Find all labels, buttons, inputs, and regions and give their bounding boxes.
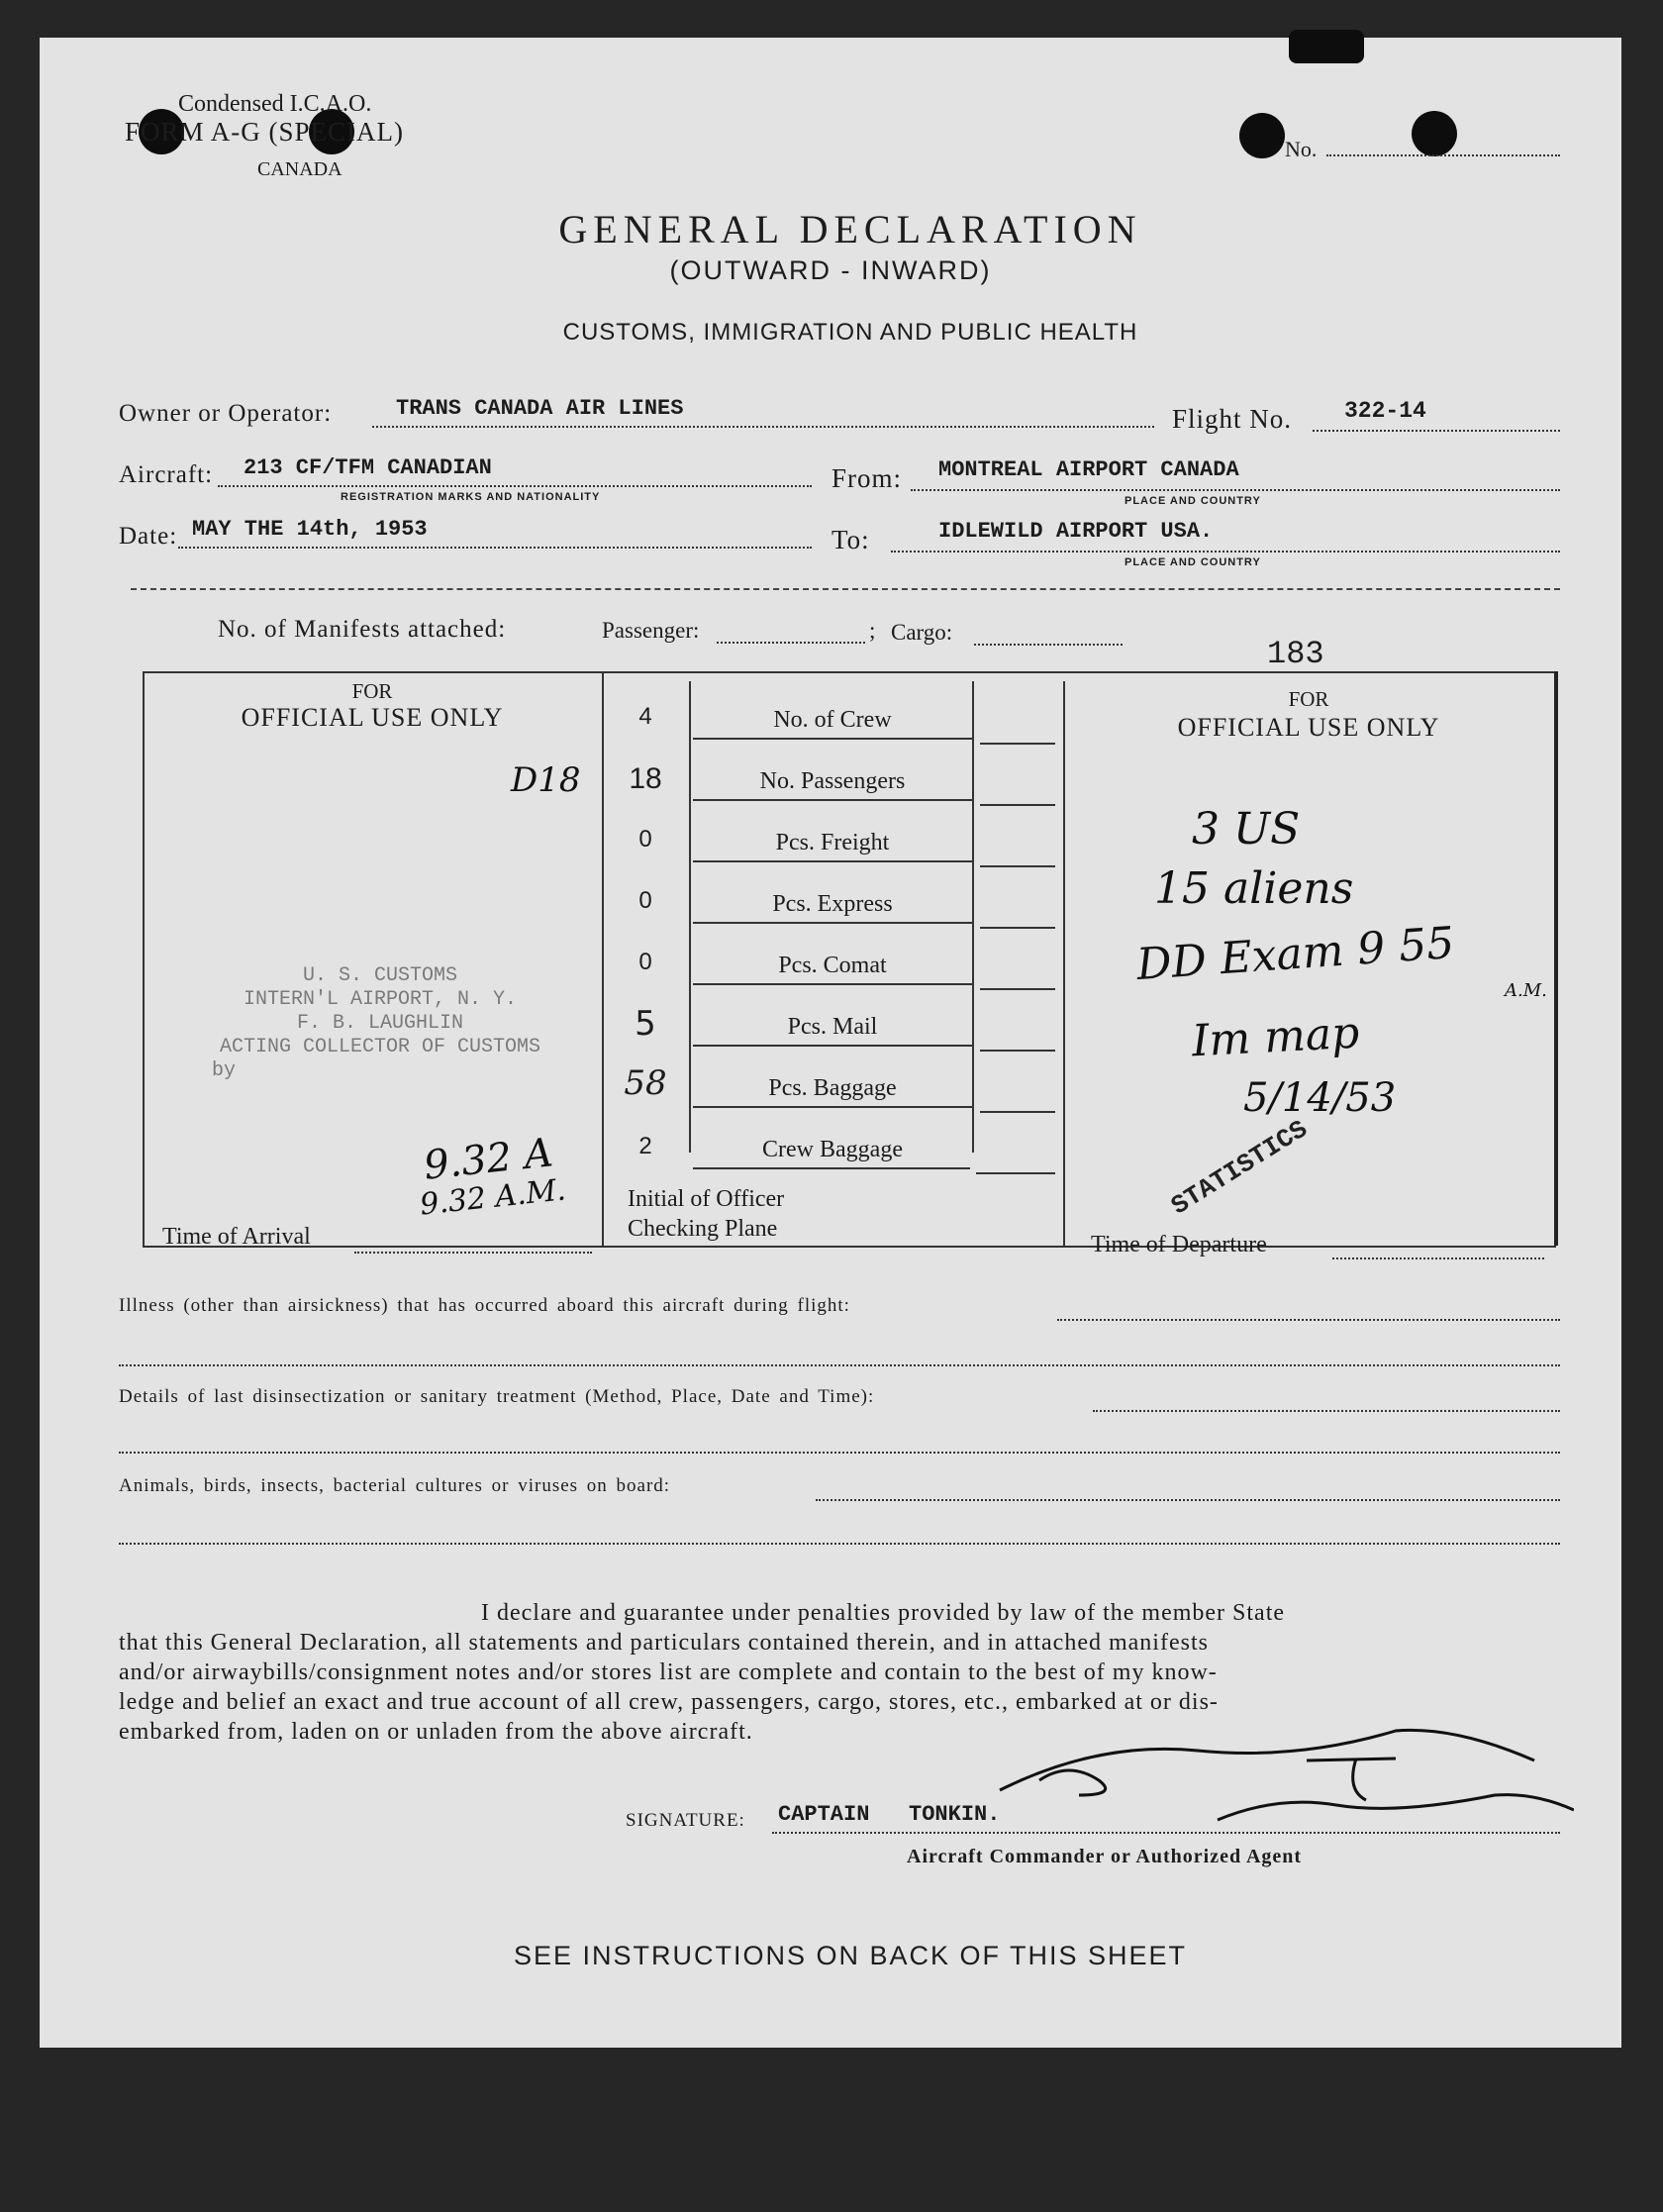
row-divider bbox=[693, 1106, 972, 1108]
form-sheet bbox=[40, 38, 1621, 2048]
manifest-passenger-label: Passenger: bbox=[602, 618, 700, 643]
handwritten-note: 3 US bbox=[1192, 804, 1301, 855]
row-divider bbox=[693, 799, 972, 801]
from-caption: PLACE AND COUNTRY bbox=[1125, 495, 1261, 507]
crew-label: No. of Crew bbox=[773, 707, 892, 733]
page-title: GENERAL DECLARATION bbox=[558, 207, 1142, 251]
right-heading-for: FOR bbox=[1288, 687, 1329, 711]
arrival-time-handwritten: 9.32 A bbox=[421, 1130, 555, 1189]
illness-field-line bbox=[119, 1364, 1560, 1366]
row-divider bbox=[980, 1111, 1055, 1113]
animals-field-line bbox=[119, 1543, 1560, 1545]
punch-hole bbox=[1239, 113, 1285, 158]
illness-field-line bbox=[1057, 1319, 1560, 1321]
table-top-border bbox=[143, 671, 1556, 673]
row-divider bbox=[693, 983, 972, 985]
left-heading-official: OFFICIAL USE ONLY bbox=[241, 703, 504, 732]
aircraft-label: Aircraft: bbox=[119, 461, 214, 488]
freight-label: Pcs. Freight bbox=[775, 830, 890, 855]
row-divider bbox=[980, 988, 1055, 990]
date-value: MAY THE 14th, 1953 bbox=[192, 517, 428, 542]
passengers-label: No. Passengers bbox=[759, 768, 906, 794]
comat-count: 0 bbox=[638, 949, 652, 975]
from-field-line bbox=[911, 489, 1560, 491]
animals-label: Animals, birds, insects, bacterial cultures or viruses on board: bbox=[119, 1475, 671, 1496]
customs-stamp-line: ACTING COLLECTOR OF CUSTOMS bbox=[219, 1036, 541, 1058]
aircraft-value: 213 CF/TFM CANADIAN bbox=[244, 455, 492, 480]
row-divider bbox=[980, 1050, 1055, 1052]
initial-officer-label: Initial of Officer bbox=[628, 1186, 785, 1212]
customs-stamp-line: F. B. LAUGHLIN bbox=[296, 1012, 464, 1035]
time-departure-label: Time of Departure bbox=[1091, 1232, 1267, 1257]
illness-label: Illness (other than airsickness) that has occurred aboard this aircraft during flight: bbox=[119, 1295, 850, 1316]
flight-label: Flight No. bbox=[1172, 404, 1293, 434]
manifest-cargo-label: Cargo: bbox=[891, 620, 953, 645]
form-no-field bbox=[1326, 154, 1560, 156]
crew-baggage-label: Crew Baggage bbox=[762, 1137, 903, 1162]
freight-count: 0 bbox=[638, 826, 652, 853]
right-heading-official: OFFICIAL USE ONLY bbox=[1177, 713, 1440, 742]
owner-label: Owner or Operator: bbox=[119, 400, 333, 427]
to-value: IDLEWILD AIRPORT USA. bbox=[938, 519, 1214, 544]
signature-value: CAPTAIN TONKIN. bbox=[778, 1802, 1001, 1827]
table-col-divider bbox=[1063, 681, 1065, 1246]
signature-label: SIGNATURE: bbox=[626, 1810, 745, 1831]
flight-field-line bbox=[1313, 430, 1560, 432]
direction-line: (OUTWARD - INWARD) bbox=[669, 255, 992, 285]
handwritten-signature bbox=[980, 1701, 1574, 1830]
table-col-divider bbox=[689, 681, 691, 1153]
handwritten-note: DD Exam 9 55 bbox=[1134, 917, 1456, 991]
form-no-label: No. bbox=[1285, 137, 1318, 161]
punch-hole bbox=[1412, 111, 1457, 156]
passengers-count: 18 bbox=[629, 762, 662, 795]
customs-stamp-line: INTERN'L AIRPORT, N. Y. bbox=[243, 988, 518, 1011]
disinsectization-field-line bbox=[1093, 1410, 1560, 1412]
to-field-line bbox=[891, 551, 1560, 553]
time-arrival-field bbox=[354, 1252, 592, 1254]
table-col-divider bbox=[972, 681, 974, 1153]
row-divider bbox=[693, 860, 972, 862]
crew-baggage-count: 2 bbox=[638, 1133, 652, 1159]
owner-field-line bbox=[372, 426, 1154, 428]
aircraft-caption: REGISTRATION MARKS AND NATIONALITY bbox=[341, 491, 601, 503]
customs-stamp bbox=[182, 964, 578, 1083]
from-label: From: bbox=[832, 463, 903, 493]
from-value: MONTREAL AIRPORT CANADA bbox=[938, 457, 1239, 482]
row-divider bbox=[980, 743, 1055, 745]
table-bottom-border bbox=[143, 1246, 1556, 1248]
handwritten-note: 5/14/53 bbox=[1243, 1075, 1397, 1121]
table-left-border bbox=[143, 671, 145, 1246]
handwritten-passenger-note: D18 bbox=[511, 760, 581, 800]
disinsectization-field-line bbox=[119, 1452, 1560, 1454]
left-heading-for: FOR bbox=[351, 679, 393, 703]
aircraft-field-line bbox=[218, 485, 812, 487]
comat-label: Pcs. Comat bbox=[778, 953, 887, 978]
time-departure-field bbox=[1332, 1257, 1544, 1259]
row-divider bbox=[693, 738, 972, 740]
customs-stamp-line: U. S. CUSTOMS bbox=[302, 964, 458, 987]
to-caption: PLACE AND COUNTRY bbox=[1125, 556, 1261, 568]
date-field-line bbox=[178, 547, 812, 549]
express-count: 0 bbox=[638, 887, 652, 914]
owner-value: TRANS CANADA AIR LINES bbox=[396, 396, 684, 421]
row-divider bbox=[980, 927, 1055, 929]
mail-label: Pcs. Mail bbox=[787, 1014, 878, 1040]
form-country: CANADA bbox=[257, 158, 342, 180]
handwritten-note: A.M. bbox=[1505, 980, 1547, 1001]
instructions-footer: SEE INSTRUCTIONS ON BACK OF THIS SHEET bbox=[513, 1941, 1188, 1970]
manifests-label: No. of Manifests attached: bbox=[218, 616, 507, 643]
row-divider bbox=[980, 865, 1055, 867]
declaration-text: that this General Declaration, all statements and particulars contained therein, and in attached manifests bbox=[119, 1630, 1209, 1656]
divider bbox=[131, 588, 1560, 590]
disinsectization-label: Details of last disinsectization or sanitary treatment (Method, Place, Date and Time): bbox=[119, 1386, 875, 1407]
customs-stamp-line: by bbox=[212, 1059, 237, 1082]
handwritten-note: Im map bbox=[1190, 1007, 1361, 1067]
punch-hole bbox=[1289, 30, 1364, 63]
manifest-passenger-field bbox=[717, 642, 865, 644]
row-divider bbox=[693, 1167, 970, 1169]
declaration-text: embarked from, laden on or unladen from the above aircraft. bbox=[119, 1719, 753, 1745]
signature-caption: Aircraft Commander or Authorized Agent bbox=[907, 1846, 1303, 1867]
signature-field-line bbox=[772, 1832, 1560, 1834]
stamp-number: 183 bbox=[1267, 636, 1324, 672]
animals-field-line bbox=[816, 1499, 1560, 1501]
to-label: To: bbox=[832, 525, 870, 554]
row-divider bbox=[976, 1172, 1055, 1174]
express-label: Pcs. Express bbox=[772, 891, 893, 917]
baggage-label: Pcs. Baggage bbox=[768, 1075, 897, 1101]
form-code-line1: Condensed I.C.A.O. bbox=[178, 91, 372, 117]
checking-plane-label: Checking Plane bbox=[628, 1216, 778, 1242]
arrival-time-handwritten: 9.32 A.M. bbox=[418, 1172, 568, 1223]
row-divider bbox=[980, 804, 1055, 806]
table-right-border bbox=[1554, 671, 1558, 1246]
flight-value: 322-14 bbox=[1344, 398, 1426, 424]
declaration-text: ledge and belief an exact and true account of all crew, passengers, cargo, stores, etc., embarked at or dis- bbox=[119, 1689, 1219, 1715]
declaration-text: I declare and guarantee under penalties provided by law of the member State bbox=[481, 1600, 1286, 1626]
declaration-text: and/or airwaybills/consignment notes and/or stores list are complete and contain to the best of my know- bbox=[119, 1659, 1218, 1685]
manifest-separator: ; bbox=[869, 618, 876, 643]
row-divider bbox=[693, 1045, 972, 1047]
crew-count: 4 bbox=[638, 703, 652, 730]
handwritten-note: 15 aliens bbox=[1154, 863, 1354, 914]
mail-count: 5 bbox=[635, 1004, 656, 1044]
time-arrival-label: Time of Arrival bbox=[162, 1224, 311, 1250]
page-subtitle: CUSTOMS, IMMIGRATION AND PUBLIC HEALTH bbox=[562, 319, 1138, 346]
statistics-stamp: STATISTICS bbox=[1166, 1114, 1314, 1222]
form-code-line2: FORM A-G (SPECIAL) bbox=[125, 117, 405, 147]
row-divider bbox=[693, 922, 972, 924]
baggage-count: 58 bbox=[624, 1063, 667, 1103]
date-label: Date: bbox=[119, 523, 178, 550]
manifest-cargo-field bbox=[974, 644, 1123, 646]
